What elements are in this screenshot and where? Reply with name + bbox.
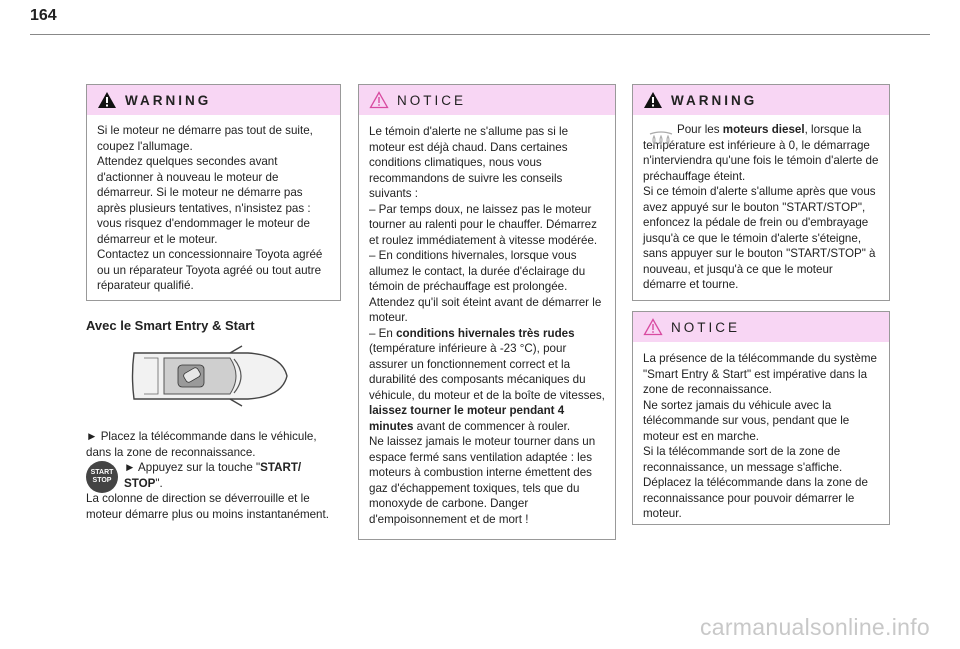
right-warning-p1 xyxy=(643,122,879,184)
step2-suffix: ". xyxy=(155,476,163,490)
notice-item3 xyxy=(369,326,605,435)
middle-notice-header xyxy=(359,85,615,115)
item3-bold2: laissez tourner le moteur pendant 4 minutes xyxy=(369,404,565,433)
item3-mid: (température inférieure à -23 °C), pour assurer un fonctionnement correct et la durabilité des composants mécaniques du véhicule, du moteur et de la boîte de vitesses, xyxy=(369,342,605,402)
right-warning-box xyxy=(632,84,890,301)
item3-prefix: – En xyxy=(369,326,397,340)
page-number: 164 xyxy=(30,7,57,24)
right-notice-p1: La présence de la télécommande du système "Smart Entry & Start" est impérative dans la zone de reconnaissance. xyxy=(643,352,877,396)
left-warning-title: WARNING xyxy=(125,92,212,108)
step2-bold: START/ STOP xyxy=(124,461,302,490)
start-label: START xyxy=(90,469,114,476)
car-top-view xyxy=(130,345,290,407)
middle-notice-box xyxy=(358,84,616,540)
step1-text: ► Placez la télécommande dans le véhicule, dans la zone de reconnaissance. xyxy=(86,430,317,459)
item3-bold: conditions hivernales très rudes xyxy=(396,326,575,340)
middle-notice-title: NOTICE xyxy=(397,92,467,108)
notice-item2: – En conditions hivernales, lorsque vous allumez le contact, la durée d'éclairage du témoin de préchauffage est prolongée. Attendez qu'il soit éteint avant de démarrer le moteur. xyxy=(369,249,602,324)
left-warning-p1: Si le moteur ne démarre pas tout de suite, coupez l'allumage. xyxy=(97,124,313,153)
rw-p1-prefix: Pour les xyxy=(677,123,723,136)
right-notice-header xyxy=(633,312,889,342)
top-rule xyxy=(30,34,930,35)
rw-p1-suffix: , lorsque la température est inférieure à 0, le démarrage n'interviendra qu'une fois le témoin d'alerte de préchauffage éteint. xyxy=(643,123,879,183)
start-stop-button-icon xyxy=(86,461,118,493)
left-warning-box xyxy=(86,84,341,301)
section-heading: Avec le Smart Entry & Start xyxy=(86,318,255,333)
notice-intro: Le témoin d'alerte ne s'allume pas si le moteur est déjà chaud. Dans certaines conditions climatiques, nous vous recommandons de suivre les conseils suivants : xyxy=(369,125,569,200)
left-warning-p3: Contactez un concessionnaire Toyota agréé ou un réparateur Toyota agréé ou tout autre réparateur qualifié. xyxy=(97,248,323,292)
right-warning-title: WARNING xyxy=(671,92,758,108)
right-notice-p3: Si la télécommande sort de la zone de reconnaissance, un message s'affiche. Déplacez la télécommande dans la zone de reconnaissance pour pouvoir démarrer le moteur. xyxy=(643,445,868,520)
item3-suffix: avant de commencer à rouler. xyxy=(413,419,571,433)
notice-triangle-icon xyxy=(643,318,663,336)
notice-triangle-icon xyxy=(369,91,389,109)
right-warning-header xyxy=(633,85,889,115)
glow-plug-icon xyxy=(648,130,674,146)
stop-label: STOP xyxy=(92,477,112,484)
right-notice-title: NOTICE xyxy=(671,319,741,335)
step3-text: La colonne de direction se déverrouille et le moteur démarre plus ou moins instantanément. xyxy=(86,492,329,521)
step2-prefix: ► Appuyez sur la touche " xyxy=(124,461,261,474)
watermark: carmanualsonline.info xyxy=(699,614,930,640)
warning-triangle-icon xyxy=(643,91,663,109)
notice-item1: – Par temps doux, ne laissez pas le moteur tourner au ralenti pour le chauffer. Démarrez et roulez immédiatement à vitesse modérée. xyxy=(369,202,598,247)
rw-p1-bold: moteurs diesel xyxy=(722,123,805,136)
right-notice-box xyxy=(632,311,890,525)
left-warning-p2: Attendez quelques secondes avant d'actionner à nouveau le moteur de démarreur. Si le moteur ne démarre pas après plusieurs tentatives, n'insistez pas : vous risquez d'endommager le moteur de démarreur et le moteur. xyxy=(97,155,311,246)
warning-triangle-icon xyxy=(97,91,117,109)
right-notice-p2: Ne sortez jamais du véhicule avec la télécommande sur vous, pendant que le moteur est en marche. xyxy=(643,398,850,443)
notice-outro: Ne laissez jamais le moteur tourner dans un espace fermé sans ventilation adaptée : les moteurs à combustion interne émettent des gaz d'échappement toxiques, tels que du monoxyde de carbone. Danger d'empoisonnement et de mort ! xyxy=(369,435,596,526)
step2-text xyxy=(124,460,339,491)
right-warning-p2: Si ce témoin d'alerte s'allume après que vous avez appuyé sur le bouton "START/STOP", enfoncez la pédale de frein ou d'embrayage jusqu'à ce que le témoin d'alerte s'éteigne, sans appuyer sur le bouton "START/STOP" à nouveau, et jusqu'à ce que le moteur démarre et tourne. xyxy=(643,185,876,291)
left-warning-header xyxy=(87,85,340,115)
